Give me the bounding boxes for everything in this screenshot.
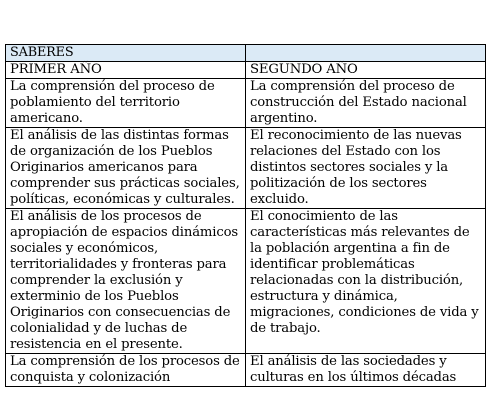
segundo-ano-cell: SEGUNDO AÑO [246,62,486,79]
table-row [6,209,486,354]
row-1-segundo-ano-cell: La comprensión del proceso de construcción del Estado nacional argentino. [246,79,486,128]
table-row [6,79,486,128]
row-2-primer-ano-cell: El análisis de las distintas formas de organización de los Pueblos Originarios americanos para comprender sus prácticas sociales, políticas, económicas y culturales. [6,128,246,209]
row-3-segundo-ano-cell: El conocimiento de las características más relevantes de la población argentina a fin de identificar problemáticas relacionadas con la distribución, estructura y dinámica, migraciones, condiciones de vida y de trabajo. [246,209,486,354]
row-2-segundo-ano-cell: El reconocimiento de las nuevas relaciones del Estado con los distintos sectores sociales y la politización de los sectores excluido. [246,128,486,209]
header-saberes-cell: SABERES [6,45,246,62]
row-3-primer-ano-cell: El análisis de los procesos de apropiación de espacios dinámicos sociales y económicos, territorialidades y fronteras para comprender la exclusión y exterminio de los Pueblos Originarios con consecuencias de colonialidad y de luchas de resistencia en el presente. [6,209,246,354]
row-4-primer-ano-cell: La comprensión de los procesos de conquista y colonización [6,354,246,387]
saberes-table [5,44,486,387]
row-1-primer-ano-cell: La comprensión del proceso de poblamiento del territorio americano. [6,79,246,128]
row-4-segundo-ano-cell: El análisis de las sociedades y culturas en los últimos décadas [246,354,486,387]
primer-ano-cell: PRIMER AÑO [6,62,246,79]
table-row [6,354,486,387]
header-empty-cell [246,45,486,62]
table-header-row [6,45,486,62]
table-row [6,128,486,209]
year-header-row [6,62,486,79]
